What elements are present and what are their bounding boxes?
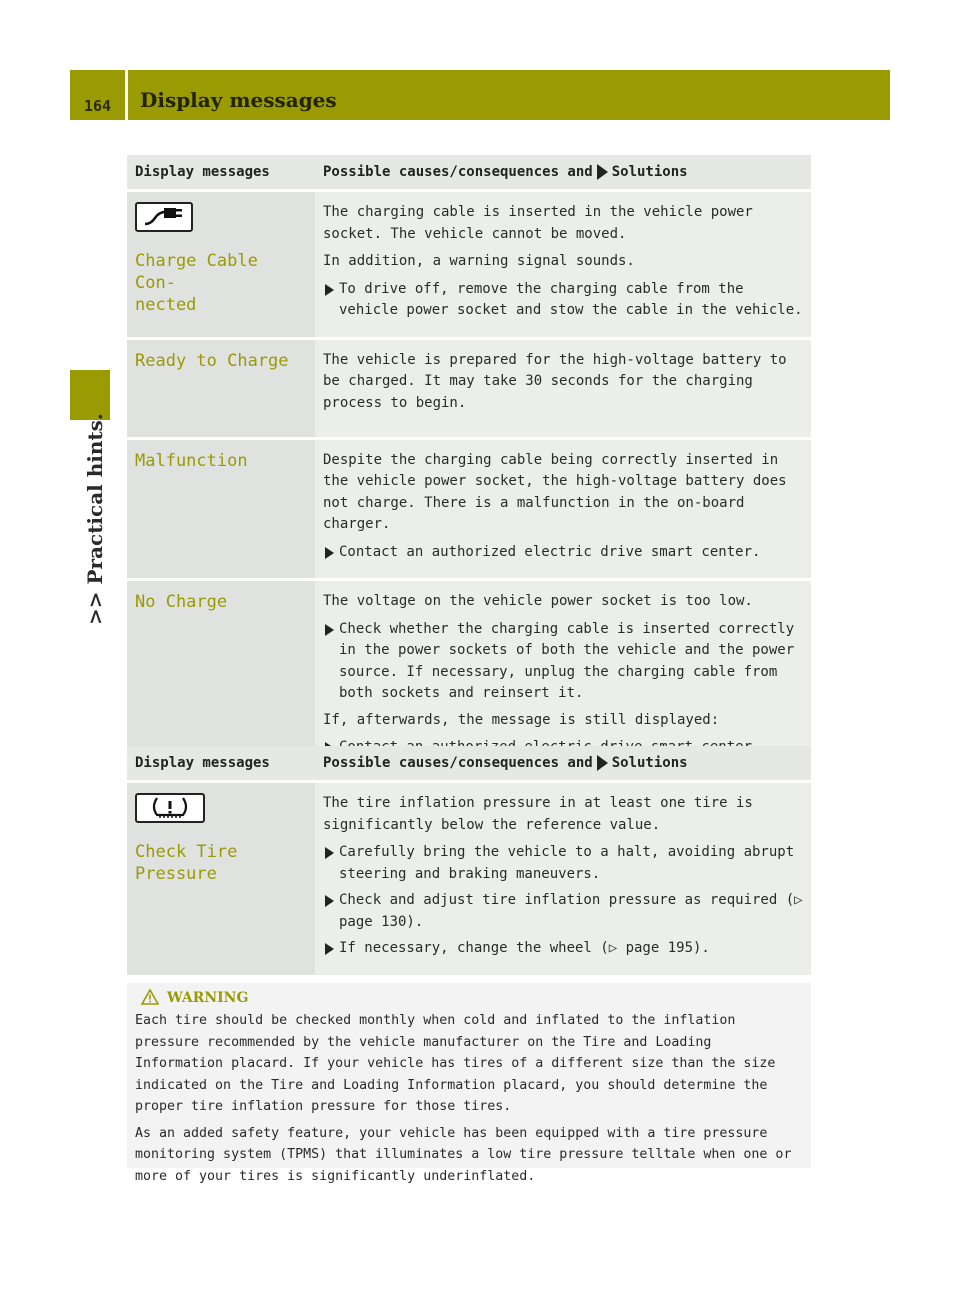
description-text: In addition, a warning signal sounds. bbox=[323, 253, 635, 269]
tire-pressure-icon bbox=[135, 793, 205, 823]
display-messages-table-1 bbox=[127, 155, 811, 774]
description-text: The tire inflation pressure in at least one tire is significantly below the reference value. bbox=[323, 795, 753, 833]
message-cell bbox=[127, 438, 315, 580]
action-step: To drive off, remove the charging cable from the vehicle power socket and stow the cable in the vehicle. bbox=[323, 279, 803, 322]
message-name: Charge Cable Con- nected bbox=[135, 250, 258, 315]
table-row bbox=[127, 782, 811, 975]
message-cell bbox=[127, 191, 315, 339]
warning-box bbox=[127, 983, 811, 1184]
table-header-row bbox=[127, 155, 811, 191]
action-step: Check whether the charging cable is inserted correctly in the power sockets of both the vehicle and the power source. If necessary, unplug the charging cable from both sockets and reinsert it. bbox=[323, 619, 803, 705]
warning-paragraph: Each tire should be checked monthly when cold and inflated to the inflation pressure recommended by the vehicle manufacturer on the Tire and Loading Information placard. If your vehicle has tires of a different size than the size indicated on the Tire and Loading Information placard, you should determine the proper tire inflation pressure for those tires. bbox=[135, 1013, 776, 1114]
table-row bbox=[127, 338, 811, 438]
table-row bbox=[127, 438, 811, 580]
description-text: If, afterwards, the message is still displayed: bbox=[323, 711, 720, 728]
message-name: No Charge bbox=[135, 592, 228, 612]
description-text: The charging cable is inserted in the vehicle power socket. The vehicle cannot be moved. bbox=[323, 204, 753, 242]
table-row bbox=[127, 580, 811, 774]
page-title: Display messages bbox=[140, 88, 337, 112]
description-cell bbox=[315, 782, 811, 975]
message-name: Malfunction bbox=[135, 450, 248, 471]
col-causes-solutions: Possible causes/consequences and Solutions bbox=[315, 155, 811, 191]
action-step: Carefully bring the vehicle to a halt, avoiding abrupt steering and braking maneuvers. bbox=[323, 842, 803, 885]
warning-title: WARNING bbox=[141, 989, 803, 1006]
message-name: Ready to Charge bbox=[135, 350, 289, 371]
action-step: If necessary, change the wheel (▷ page 195). bbox=[323, 938, 803, 960]
charging-plug-icon bbox=[135, 202, 193, 232]
description-cell bbox=[315, 580, 811, 774]
table-header-row bbox=[127, 746, 811, 782]
action-step: Check and adjust tire inflation pressure as required (▷ page 130). bbox=[323, 890, 803, 933]
col-causes-solutions: Possible causes/consequences and Solutions bbox=[315, 746, 811, 782]
description-text: The voltage on the vehicle power socket is too low. bbox=[323, 593, 753, 609]
message-name: Check Tire Pressure bbox=[135, 841, 238, 884]
description-cell bbox=[315, 191, 811, 339]
message-cell bbox=[127, 782, 315, 975]
warning-paragraph: As an added safety feature, your vehicle has been equipped with a tire pressure monitoring system (TPMS) that illuminates a low tire pressure telltale when one or more of your tires is significantly underinflated. bbox=[135, 1125, 792, 1184]
description-cell bbox=[315, 338, 811, 438]
description-text: The vehicle is prepared for the high-voltage battery to be charged. It may take 30 seconds for the charging process to begin. bbox=[323, 351, 787, 411]
message-cell bbox=[127, 580, 315, 774]
col-display-messages: Display messages bbox=[127, 155, 315, 191]
description-text: Despite the charging cable being correctly inserted in the vehicle power socket, the high-voltage battery does not charge. There is a malfunction in the on-board charger. bbox=[323, 451, 787, 532]
table-row bbox=[127, 191, 811, 339]
col-display-messages: Display messages bbox=[127, 746, 315, 782]
arrow-icon bbox=[597, 755, 608, 771]
arrow-icon bbox=[597, 164, 608, 180]
warning-triangle-icon bbox=[141, 989, 159, 1005]
action-step: Contact an authorized electric drive smart center. bbox=[323, 542, 803, 564]
display-messages-table-2 bbox=[127, 746, 811, 975]
section-side-label: >> Practical hints. bbox=[83, 413, 107, 625]
message-cell bbox=[127, 338, 315, 438]
description-cell bbox=[315, 438, 811, 580]
page-number: 164 bbox=[83, 97, 112, 115]
